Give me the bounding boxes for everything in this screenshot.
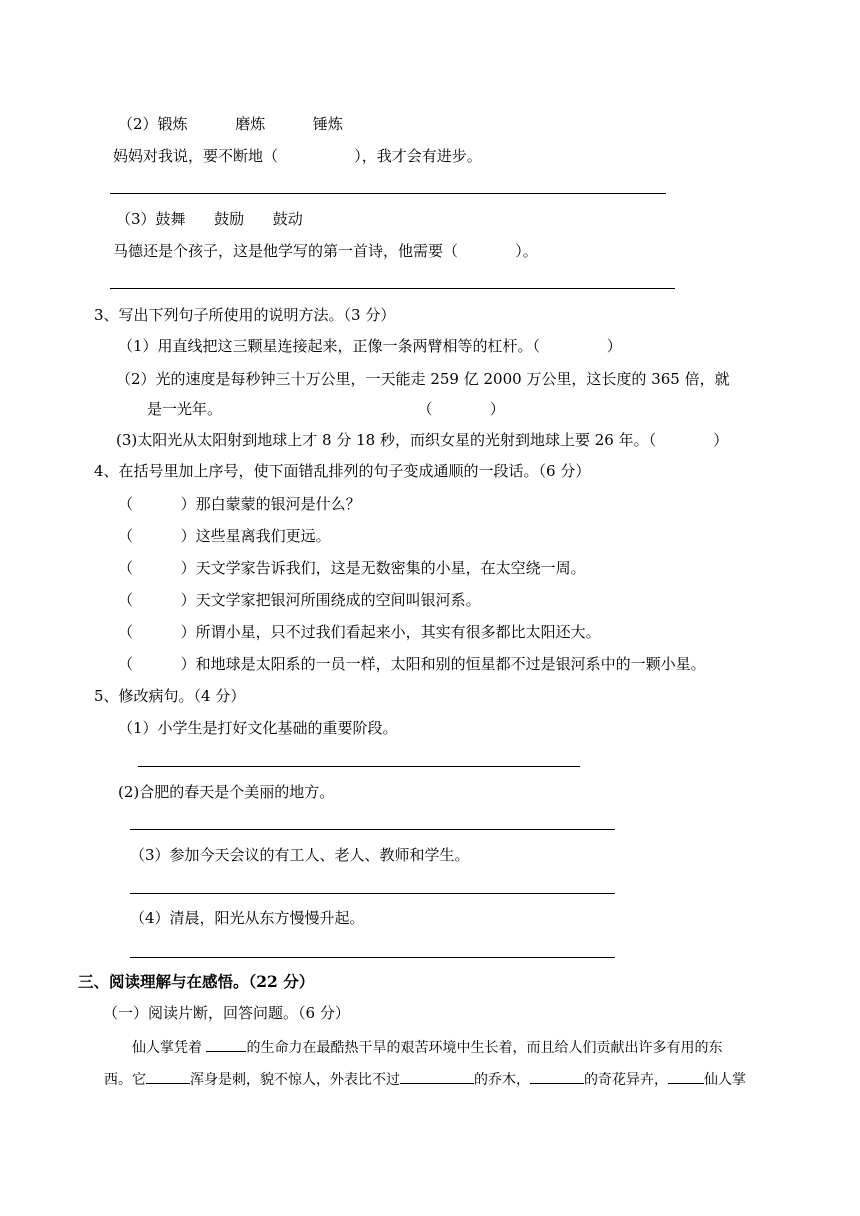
q5-item-2: (2)合肥的春天是个美丽的地方。 [118,783,335,801]
q2-2-options: （2）锻炼 磨炼 锤炼 [118,115,343,133]
q4-item: （ ）这些星离我们更远。 [118,527,331,545]
passage-line-1 [132,1037,722,1058]
answer-line[interactable] [130,957,615,958]
answer-line[interactable] [110,288,675,289]
q3-item-2-cont: 是一光年。 （ ） [147,400,505,418]
q4-item: （ ）天文学家把银河所围绕成的空间叫银河系。 [118,591,481,609]
passage-text: 仙人掌 [704,1072,746,1088]
passage-text: 仙人掌凭着 [132,1040,207,1056]
section-3-sub-1: （一）阅读片断，回答问题。（6 分） [103,1004,350,1022]
passage-text: 的生命力在最酷热干旱的艰苦环境中生长着，而且给人们贡献出许多有用的东 [246,1040,723,1056]
answer-line[interactable] [130,893,615,894]
q5-item-1: （1）小学生是打好文化基础的重要阶段。 [118,719,398,737]
q5-title: 5、修改病句。（4 分） [94,687,246,705]
answer-line[interactable] [138,766,580,767]
q4-item: （ ）天文学家告诉我们，这是无数密集的小星，在太空绕一周。 [118,559,586,577]
fill-blank[interactable] [146,1069,190,1084]
q5-item-3: （3）参加今天会议的有工人、老人、教师和学生。 [130,846,470,864]
passage-text: 的乔木， [474,1072,530,1088]
q2-3-options: （3）鼓舞 鼓励 鼓动 [116,210,303,228]
q5-item-4: （4）清晨，阳光从东方慢慢升起。 [130,909,365,927]
answer-line[interactable] [130,829,615,830]
q3-item-2: （2）光的速度是每秒钟三十万公里，一天能走 259 亿 2000 万公里，这长度的 365 倍，就 [116,370,730,388]
fill-blank[interactable] [206,1037,246,1052]
passage-text: 浑身是刺，貌不惊人，外表比不过 [190,1072,400,1088]
section-3-title: 三、阅读理解与在感悟。（22 分） [78,972,315,991]
passage-line-2 [104,1069,746,1090]
fill-blank[interactable] [530,1069,584,1084]
q4-title: 4、在括号里加上序号，使下面错乱排列的句子变成通顺的一段话。（6 分） [94,462,591,480]
q2-3-sentence: 马德还是个孩子，这是他学写的第一首诗，他需要（ ）。 [113,242,538,260]
q4-item: （ ）和地球是太阳系的一员一样，太阳和别的恒星都不过是银河系中的一颗小星。 [118,655,706,673]
passage-text: 的奇花异卉， [584,1072,668,1088]
fill-blank[interactable] [400,1069,474,1084]
passage-text: 西。它 [104,1072,146,1088]
fill-blank[interactable] [668,1069,704,1084]
q3-title: 3、写出下列句子所使用的说明方法。（3 分） [94,306,396,324]
q3-item-1: （1）用直线把这三颗星连接起来，正像一条两臂相等的杠杆。（ ） [118,337,622,355]
q2-2-sentence: 妈妈对我说，要不断地（ ），我才会有进步。 [113,147,482,165]
q4-item: （ ）所谓小星，只不过我们看起来小，其实有很多都比太阳还大。 [118,623,601,641]
q3-item-3: (3)太阳光从太阳射到地球上才 8 分 18 秒，而织女星的光射到地球上要 26 年。（ ） [116,431,729,449]
answer-line[interactable] [110,193,666,194]
q4-item: （ ）那白蒙蒙的银河是什么？ [118,495,361,513]
